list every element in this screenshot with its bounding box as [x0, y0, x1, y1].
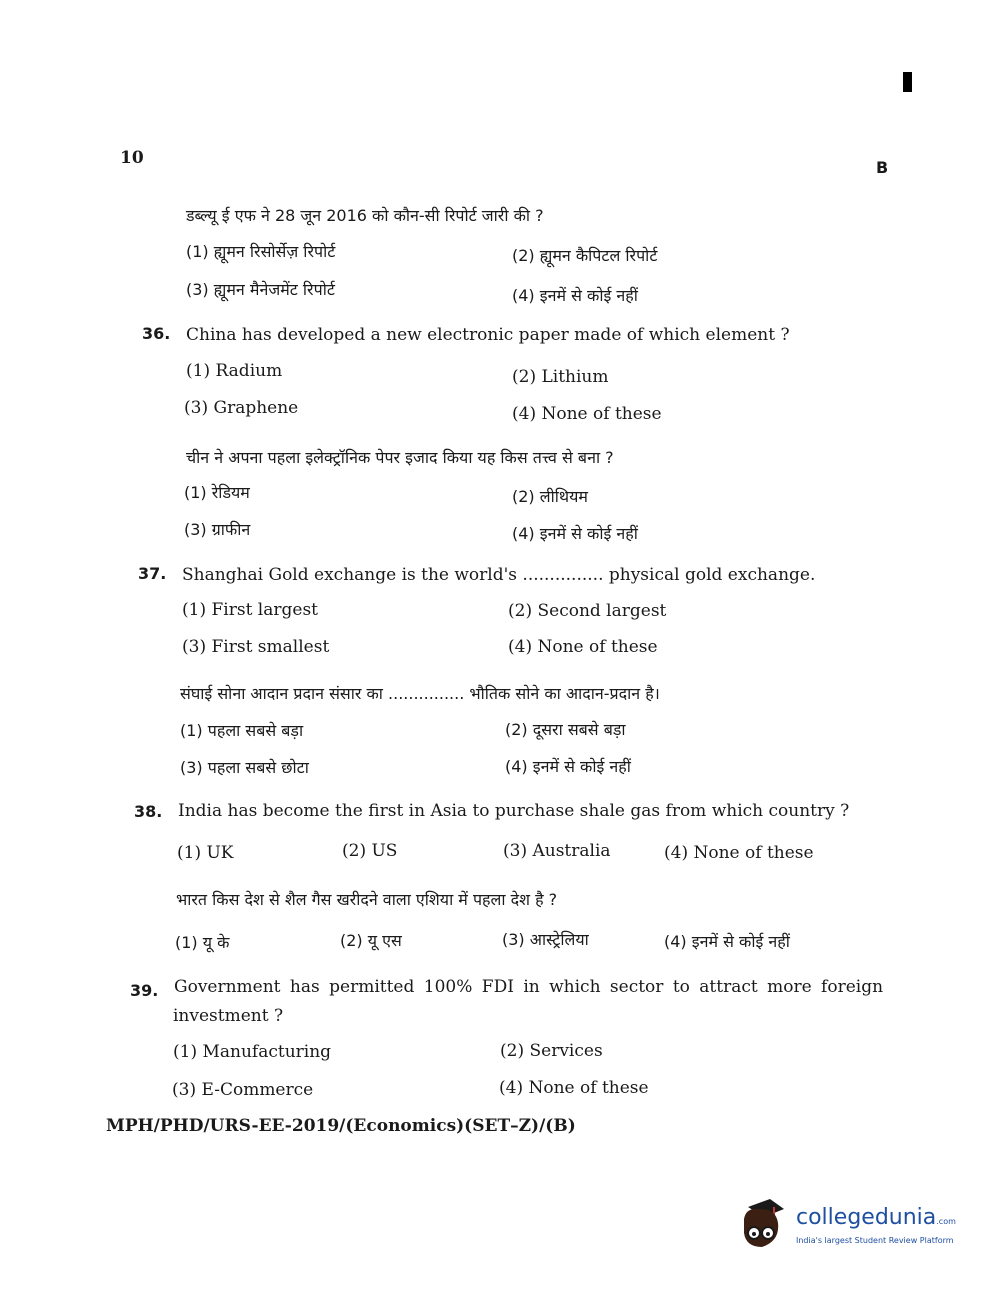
corner-mark — [903, 72, 912, 92]
q36-hi-question: चीन ने अपना पहला इलेक्ट्रॉनिक पेपर इजाद किया यह किस तत्त्व से बना ? — [186, 448, 614, 467]
q35-hi-option-4: (4) इनमें से कोई नहीं — [512, 286, 638, 305]
q39-question-line-1: Government has permitted 100% FDI in which sector to attract more foreign — [174, 977, 884, 997]
q38-hi-question: भारत किस देश से शैल गैस खरीदने वाला एशिया में पहला देश है ? — [176, 890, 558, 909]
q38-option-1: (1) UK — [177, 843, 234, 863]
q39-question-line-2: investment ? — [173, 1006, 284, 1026]
q36-option-4: (4) None of these — [512, 404, 662, 424]
q36-hi-option-3: (3) ग्राफीन — [184, 520, 251, 539]
q38-option-3: (3) Australia — [503, 841, 611, 861]
q35-hi-option-1: (1) ह्यूमन रिसोर्सेज़ रिपोर्ट — [186, 242, 336, 261]
q35-hi-option-3: (3) ह्यूमन मैनेजमेंट रिपोर्ट — [186, 280, 335, 299]
q37-hi-question: संघाई सोना आदान प्रदान संसार का ............... भौतिक सोने का आदान-प्रदान है। — [180, 684, 660, 703]
logo-name: collegedunia — [796, 1205, 937, 1230]
q37-option-4: (4) None of these — [508, 637, 658, 657]
q38-option-2: (2) US — [342, 841, 398, 861]
q36-option-3: (3) Graphene — [184, 398, 299, 418]
q39-option-1: (1) Manufacturing — [173, 1042, 332, 1062]
q38-question: India has become the first in Asia to purchase shale gas from which country ? — [178, 801, 850, 821]
q36-option-1: (1) Radium — [186, 361, 283, 381]
q37-hi-option-1: (1) पहला सबसे बड़ा — [180, 721, 304, 740]
q39-option-3: (3) E-Commerce — [172, 1080, 314, 1100]
q37-hi-option-2: (2) दूसरा सबसे बड़ा — [505, 720, 626, 739]
q39-option-2: (2) Services — [500, 1041, 603, 1061]
logo-tagline: India's largest Student Review Platform — [796, 1236, 954, 1245]
set-code: B — [876, 158, 889, 177]
q35-hi-option-2: (2) ह्यूमन कैपिटल रिपोर्ट — [512, 246, 658, 265]
page-number: 10 — [120, 148, 144, 168]
q36-hi-option-2: (2) लीथियम — [512, 487, 588, 506]
q36-number: 36. — [142, 324, 171, 343]
q39-option-4: (4) None of these — [499, 1078, 649, 1098]
q38-hi-option-3: (3) आस्ट्रेलिया — [502, 930, 589, 949]
collegedunia-logo[interactable] — [734, 1195, 964, 1263]
q37-number: 37. — [138, 564, 167, 583]
q39-number: 39. — [130, 981, 159, 1000]
q37-option-1: (1) First largest — [182, 600, 318, 620]
mascot-icon — [734, 1197, 792, 1257]
logo-tld: .com — [936, 1217, 956, 1226]
q37-option-2: (2) Second largest — [508, 601, 667, 621]
exam-code-footer: MPH/PHD/URS-EE-2019/(Economics)(SET–Z)/(B) — [106, 1116, 576, 1136]
q37-option-3: (3) First smallest — [182, 637, 330, 657]
q36-hi-option-1: (1) रेडियम — [184, 483, 250, 502]
q36-hi-option-4: (4) इनमें से कोई नहीं — [512, 524, 638, 543]
q36-option-2: (2) Lithium — [512, 367, 609, 387]
q38-number: 38. — [134, 802, 163, 821]
q37-hi-option-3: (3) पहला सबसे छोटा — [180, 758, 309, 777]
q36-question: China has developed a new electronic paper made of which element ? — [186, 325, 790, 345]
q38-option-4: (4) None of these — [664, 843, 814, 863]
q38-hi-option-4: (4) इनमें से कोई नहीं — [664, 932, 790, 951]
q37-hi-option-4: (4) इनमें से कोई नहीं — [505, 757, 631, 776]
q35-hi-question: डब्ल्यू ई एफ ने 28 जून 2016 को कौन-सी रिपोर्ट जारी की ? — [186, 206, 544, 225]
q37-question: Shanghai Gold exchange is the world's ............... physical gold exchange. — [182, 565, 816, 585]
q38-hi-option-2: (2) यू एस — [340, 931, 402, 950]
q38-hi-option-1: (1) यू के — [175, 933, 230, 952]
